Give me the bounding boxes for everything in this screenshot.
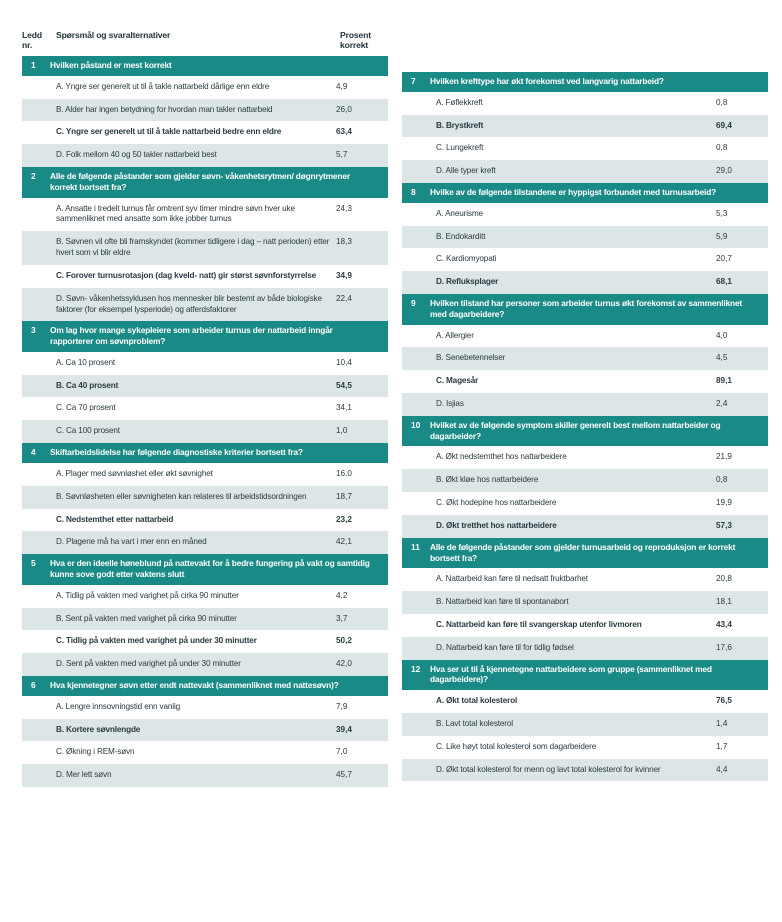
answer-option-text: D. Refluksplager (436, 277, 499, 287)
answer-option-text: B. Brystkreft (436, 120, 484, 130)
question-number: 4 (31, 447, 36, 458)
answer-option-text: C. Nattarbeid kan føre til svangerskap utenfor livmoren (436, 619, 642, 629)
answer-row (402, 115, 768, 138)
question-header (402, 660, 768, 691)
answer-row (402, 568, 768, 591)
question-text: Om lag hvor mange sykepleiere som arbeider turnus der nattarbeid inngår rapporterer om søvnproblem? (50, 325, 333, 347)
question-block (402, 183, 768, 294)
answer-row (402, 515, 768, 538)
answer-row (22, 420, 388, 443)
answer-percent-correct: 45,7 (336, 770, 352, 780)
answer-option-text: D. Folk mellom 40 og 50 takler nattarbeid best (56, 150, 217, 160)
answer-row (402, 248, 768, 271)
question-block (22, 554, 388, 676)
header-question-label: Spørsmål og svaralternativer (56, 30, 171, 40)
answer-percent-correct: 34,1 (336, 403, 352, 413)
answer-percent-correct: 29,0 (716, 166, 732, 176)
answer-percent-correct: 68,1 (716, 277, 732, 287)
answer-row (402, 736, 768, 759)
question-header (402, 72, 768, 92)
answer-percent-correct: 4,2 (336, 590, 348, 600)
question-text: Hva ser ut til å kjennetegne nattarbeidere som gruppe (sammenliknet med dagarbeidere)? (430, 663, 712, 685)
answer-row (22, 288, 388, 322)
answer-percent-correct: 5,3 (716, 208, 728, 218)
answer-percent-correct: 19,9 (716, 498, 732, 508)
answer-option-text: C. Nedstemthet etter nattarbeid (56, 514, 174, 524)
answer-option-text: B. Søvnen vil ofte bli framskyndet (kommer tidligere i dag – natt perioden) etter hvert som vi blir eldre (56, 237, 330, 258)
answer-option-text: B. Sent på vakten med varighet på cirka 90 minutter (56, 613, 237, 623)
answer-option-text: A. Økt nedstemthet hos nattarbeidere (436, 452, 567, 462)
header-item-number-line2: nr. (22, 40, 33, 51)
header-percent-line1: Prosent (340, 30, 371, 40)
answer-row (22, 76, 388, 99)
answer-option-text: C. Økt hodepine hos nattarbeidere (436, 498, 557, 508)
answer-percent-correct: 1,4 (716, 718, 728, 728)
answer-row (22, 231, 388, 265)
answer-percent-correct: 69,4 (716, 120, 732, 130)
question-text: Alle de følgende påstander som gjelder søvn- våkenhetsrytmen/ døgnrytmener korrekt bortsett fra? (50, 171, 350, 192)
answer-percent-correct: 57,3 (716, 520, 732, 530)
answer-row (402, 637, 768, 660)
question-header (22, 554, 388, 585)
answer-row (402, 759, 768, 782)
answer-option-text: D. Sent på vakten med varighet på under 30 minutter (56, 659, 241, 669)
table-column-headers (22, 30, 388, 56)
answer-row (402, 492, 768, 515)
answer-percent-correct: 1,0 (336, 426, 348, 436)
answer-percent-correct: 21,9 (716, 452, 732, 462)
answer-row (22, 486, 388, 509)
answer-row (402, 271, 768, 294)
answer-percent-correct: 1,7 (716, 741, 728, 751)
answer-percent-correct: 34,9 (336, 270, 352, 280)
answer-percent-correct: 2,4 (716, 399, 728, 409)
answer-percent-correct: 54,5 (336, 380, 352, 390)
answer-percent-correct: 10,4 (336, 357, 352, 367)
answer-row (402, 690, 768, 713)
answer-percent-correct: 23,2 (336, 514, 352, 524)
question-block (402, 72, 768, 183)
answer-row (402, 713, 768, 736)
answer-option-text: B. Ca 40 prosent (56, 380, 119, 390)
answer-row (402, 614, 768, 637)
question-block (22, 321, 388, 443)
answer-row (22, 509, 388, 532)
question-block (22, 676, 388, 787)
answer-row (22, 198, 388, 232)
question-header (22, 167, 388, 198)
answer-option-text: A. Ansatte i tredelt turnus får omtrent syv timer mindre søvn hver uke sammenliknet med ansatte som ikke jobber turnus (56, 203, 295, 224)
answer-option-text: D. Isjias (436, 399, 464, 409)
question-header (402, 294, 768, 325)
answer-option-text: B. Lavt total kolesterol (436, 718, 513, 728)
answer-row (22, 531, 388, 554)
question-header (22, 56, 388, 76)
answer-option-text: C. Ca 100 prosent (56, 426, 120, 436)
answer-row (22, 99, 388, 122)
question-text: Skiftarbeidslidelse har følgende diagnostiske kriterier bortsett fra? (50, 447, 303, 458)
question-header (402, 538, 768, 569)
question-block (22, 443, 388, 554)
question-number: 3 (31, 325, 36, 336)
answer-percent-correct: 39,4 (336, 724, 352, 734)
question-number: 12 (411, 663, 421, 674)
answer-option-text: C. Yngre ser generelt ut til å takle nattarbeid bedre enn eldre (56, 127, 282, 137)
question-block (402, 416, 768, 538)
answer-row (22, 696, 388, 719)
answer-percent-correct: 76,5 (716, 696, 732, 706)
question-number: 5 (31, 558, 36, 569)
answer-percent-correct: 0,8 (716, 475, 728, 485)
answer-row (402, 226, 768, 249)
answer-row (22, 630, 388, 653)
answer-option-text: D. Økt tretthet hos nattarbeidere (436, 520, 557, 530)
answer-percent-correct: 3,7 (336, 613, 348, 623)
question-block (402, 294, 768, 416)
answer-row (402, 393, 768, 416)
answer-row (22, 463, 388, 486)
answer-option-text: A. Plager med søvnløshet eller økt søvnighet (56, 468, 213, 478)
answer-percent-correct: 7,0 (336, 747, 348, 757)
answer-row (402, 137, 768, 160)
question-text: Hvilken tilstand har personer som arbeider turnus økt forekomst av sammenliknet med dagarbeidere? (430, 298, 743, 319)
answer-option-text: B. Alder har ingen betydning for hvordan man takler nattarbeid (56, 104, 273, 114)
question-text: Hvilket av de følgende symptom skiller generelt best mellom nattarbeider og dagarbeider? (430, 419, 721, 441)
answer-percent-correct: 18,1 (716, 597, 732, 607)
answer-option-text: B. Senebetennelser (436, 353, 506, 363)
answer-row (402, 92, 768, 115)
answer-row (22, 653, 388, 676)
question-text: Hvilken påstand er mest korrekt (50, 59, 172, 70)
answer-percent-correct: 22,4 (336, 293, 352, 303)
answer-row (22, 375, 388, 398)
question-number: 9 (411, 298, 416, 309)
left-column (22, 30, 388, 787)
answer-row (22, 265, 388, 288)
answer-percent-correct: 42,0 (336, 659, 352, 669)
question-number: 7 (411, 76, 416, 86)
answer-percent-correct: 18,7 (336, 491, 352, 501)
right-column-questions (402, 72, 768, 781)
answer-option-text: C. Magesår (436, 376, 479, 386)
answer-option-text: A. Allergier (436, 330, 474, 340)
question-text: Hva kjennetegner søvn etter endt nattevakt (sammenliknet med nattesøvn)? (50, 680, 339, 691)
answer-option-text: C. Økning i REM-søvn (56, 747, 135, 757)
header-item-number-line1: Ledd (22, 30, 42, 40)
answer-percent-correct: 43,4 (716, 619, 732, 629)
answer-percent-correct: 26,0 (336, 104, 352, 114)
header-item-number (22, 30, 48, 51)
answer-row (22, 608, 388, 631)
answer-option-text: A. Nattarbeid kan føre til nedsatt fruktbarhet (436, 574, 588, 584)
answer-option-text: B. Kortere søvnlengde (56, 724, 141, 734)
answer-option-text: C. Ca 70 prosent (56, 403, 116, 413)
answer-percent-correct: 0,8 (716, 97, 728, 107)
answer-percent-correct: 17,6 (716, 642, 732, 652)
answer-percent-correct: 50,2 (336, 636, 352, 646)
question-block (402, 660, 768, 782)
right-column (402, 30, 768, 787)
answer-row (402, 469, 768, 492)
answer-option-text: D. Mer lett søvn (56, 770, 112, 780)
answer-percent-correct: 5,9 (716, 231, 728, 241)
answer-percent-correct: 4,0 (716, 330, 728, 340)
answer-option-text: C. Kardiomyopati (436, 254, 497, 264)
answer-option-text: A. Tidlig på vakten med varighet på cirka 90 minutter (56, 590, 239, 600)
answer-option-text: D. Alle typer kreft (436, 166, 496, 176)
question-header (22, 443, 388, 463)
answer-row (22, 585, 388, 608)
answer-row (22, 352, 388, 375)
answer-percent-correct: 20,7 (716, 254, 732, 264)
answer-percent-correct: 16,0 (336, 468, 352, 478)
answer-option-text: C. Like høyt total kolesterol som dagarbeidere (436, 741, 597, 751)
answer-row (402, 203, 768, 226)
question-block (22, 56, 388, 167)
answer-percent-correct: 4,4 (716, 764, 728, 774)
answer-row (402, 325, 768, 348)
answer-row (402, 591, 768, 614)
question-text: Hvilke av de følgende tilstandene er hyppigst forbundet med turnusarbeid? (430, 187, 717, 198)
answer-row (402, 446, 768, 469)
answer-option-text: A. Økt total kolesterol (436, 696, 518, 706)
answer-percent-correct: 42,1 (336, 537, 352, 547)
answer-option-text: B. Søvnløsheten eller søvnigheten kan relateres til arbeidstidsordningen (56, 491, 307, 501)
answer-percent-correct: 18,3 (336, 237, 352, 247)
answer-option-text: D. Søvn- våkenhetssyklusen hos mennesker blir bestemt av både biologiske faktorer (for eksempel lysperiode) og atferdsfaktorer (56, 293, 322, 314)
answer-percent-correct: 4,5 (716, 353, 728, 363)
answer-percent-correct: 20,8 (716, 574, 732, 584)
answer-percent-correct: 89,1 (716, 376, 732, 386)
question-header (402, 416, 768, 447)
question-number: 8 (411, 187, 416, 198)
answer-row (22, 719, 388, 742)
answer-option-text: A. Føflekkreft (436, 97, 483, 107)
question-block (402, 538, 768, 660)
answer-option-text: C. Tidlig på vakten med varighet på under 30 minutter (56, 636, 257, 646)
answer-row (22, 144, 388, 167)
question-text: Hva er den ideelle høneblund på nattevakt for å bedre fungering på vakt og samtidig kunne sove godt etter vaktens slutt (50, 558, 370, 579)
answer-option-text: A. Yngre ser generelt ut til å takle nattarbeid dårlige enn eldre (56, 81, 270, 91)
question-number: 1 (31, 59, 36, 70)
answer-row (22, 741, 388, 764)
question-number: 6 (31, 680, 36, 691)
answer-option-text: A. Ca 10 prosent (56, 357, 116, 367)
answer-row (22, 764, 388, 787)
answer-percent-correct: 7,9 (336, 701, 348, 711)
answer-option-text: B. Økt kløe hos nattarbeidere (436, 475, 539, 485)
question-block (22, 167, 388, 321)
answer-row (22, 397, 388, 420)
right-column-header-spacer (402, 30, 768, 72)
question-text: Hvilken krefttype har økt forekomst ved langvarig nattarbeid? (430, 76, 664, 86)
answer-option-text: B. Endokarditt (436, 231, 486, 241)
answer-percent-correct: 0,8 (716, 143, 728, 153)
answer-percent-correct: 63,4 (336, 127, 352, 137)
answer-option-text: B. Nattarbeid kan føre til spontanabort (436, 597, 569, 607)
answer-option-text: A. Aneurisme (436, 208, 483, 218)
header-percent-line2: korrekt (340, 40, 369, 51)
answer-percent-correct: 4,9 (336, 81, 348, 91)
answer-option-text: D. Nattarbeid kan føre til for tidlig fødsel (436, 642, 574, 652)
answer-row (22, 121, 388, 144)
answer-option-text: C. Lungekreft (436, 143, 484, 153)
answer-option-text: D. Økt total kolesterol for menn og lavt total kolesterol for kvinner (436, 764, 661, 774)
question-number: 11 (411, 541, 420, 552)
answer-percent-correct: 5,7 (336, 150, 348, 160)
question-number: 10 (411, 419, 421, 430)
question-text: Alle de følgende påstander som gjelder turnusarbeid og reproduksjon er korrekt bortsett fra? (430, 541, 736, 563)
question-header (402, 183, 768, 203)
answer-percent-correct: 24,3 (336, 203, 352, 213)
answer-option-text: A. Lengre innsovningstid enn vanlig (56, 701, 181, 711)
question-header (22, 676, 388, 696)
answer-row (402, 160, 768, 183)
left-column-questions (22, 56, 388, 787)
answer-option-text: C. Forover turnusrotasjon (dag kveld- natt) gir størst søvnforstyrrelse (56, 270, 317, 280)
answer-row (402, 347, 768, 370)
question-header (22, 321, 388, 352)
question-number: 2 (31, 171, 36, 182)
answer-option-text: D. Plagene må ha vart i mer enn en måned (56, 537, 207, 547)
answer-row (402, 370, 768, 393)
header-percent-correct (336, 30, 388, 51)
